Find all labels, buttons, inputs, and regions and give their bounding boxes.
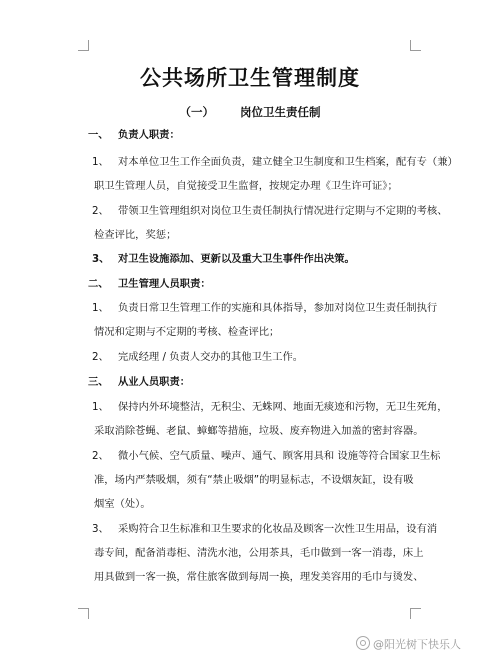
item-number: 2、	[92, 205, 109, 217]
item-line: 对本单位卫生工作全面负责，建立健全卫生制度和卫生档案，配有专（兼）	[118, 156, 458, 168]
item-number: 3、	[92, 523, 109, 535]
item-number: 1、	[92, 156, 109, 168]
section-heading	[88, 128, 109, 142]
section-heading-number: 一、	[88, 129, 109, 141]
section-heading-text: 从业人员职责：	[118, 376, 191, 388]
item-line: 职卫生管理人员，自觉接受卫生监督，按规定办理《卫生许可证》；	[94, 180, 398, 192]
item-line: 微小气候、空气质量、噪声、通气、顾客用具和 设施等符合国家卫生标	[118, 450, 441, 462]
crop-mark-top-left	[78, 40, 89, 51]
item-line: 准，场内严禁吸烟，须有“禁止吸烟”的明显标志，不设烟灰缸，设有吸	[94, 474, 414, 486]
watermark	[356, 636, 461, 652]
section-heading-number: 三、	[88, 376, 109, 388]
item-line: 采取消除苍蝇、老鼠、蟑螂等措施，垃圾、废弃物进入加盖的密封容器。	[94, 425, 424, 437]
item-line: 保持内外环境整洁，无积尘、无蛛网、地面无痰迹和污物，无卫生死角，	[118, 401, 448, 413]
crop-mark-bottom-right	[410, 608, 421, 619]
item-line: 负责日常卫生管理工作的实施和具体指导，参加对岗位卫生责任制执行	[118, 302, 438, 314]
item-line: 对卫生设施添加、更新以及重大卫生事件作出决策。	[118, 253, 355, 265]
section-heading-text: 卫生管理人员职责：	[118, 278, 211, 290]
subtitle-number: （一）	[179, 105, 214, 119]
subtitle-text: 岗位卫生责任制	[240, 105, 321, 119]
item-number: 2、	[92, 450, 109, 462]
crop-mark-bottom-left	[78, 608, 89, 619]
item-line: 毒专间，配备消毒柜、清洗水池，公用茶具，毛巾做到一客一消毒，床上	[94, 547, 424, 559]
section-heading	[88, 375, 109, 389]
item-line: 烟室（处）。	[94, 498, 151, 510]
item-number: 2、	[92, 351, 109, 363]
item-line: 检查评比，奖惩；	[94, 229, 177, 241]
item-number: 3、	[92, 253, 110, 265]
item-line: 带领卫生管理组织对岗位卫生责任制执行情况进行定期与不定期的考核、	[118, 205, 448, 217]
item-line: 采购符合卫生标准和卫生要求的化妆品及顾客一次性卫生用品，设有消	[118, 523, 438, 535]
document-title: 公共场所卫生管理制度	[140, 66, 360, 90]
crop-mark-top-right	[410, 40, 421, 51]
item-line: 情况和定期与不定期的考核、检查评比；	[94, 326, 280, 338]
item-line: 用具做到一客一换，常住旅客做到每周一换，理发美容用的毛巾与烫发、	[94, 571, 424, 583]
item-number: 1、	[92, 401, 109, 413]
item-line: 完成经理 / 负责人交办的其他卫生工作。	[118, 351, 304, 363]
section-heading-number: 二、	[88, 278, 109, 290]
watermark-text: @阳光树下快乐人	[373, 638, 461, 651]
section-heading-text: 负责人职责：	[118, 129, 180, 141]
section-heading	[88, 277, 109, 291]
watermark-logo-icon	[356, 636, 370, 650]
document-subtitle	[0, 104, 500, 120]
item-number: 1、	[92, 302, 109, 314]
